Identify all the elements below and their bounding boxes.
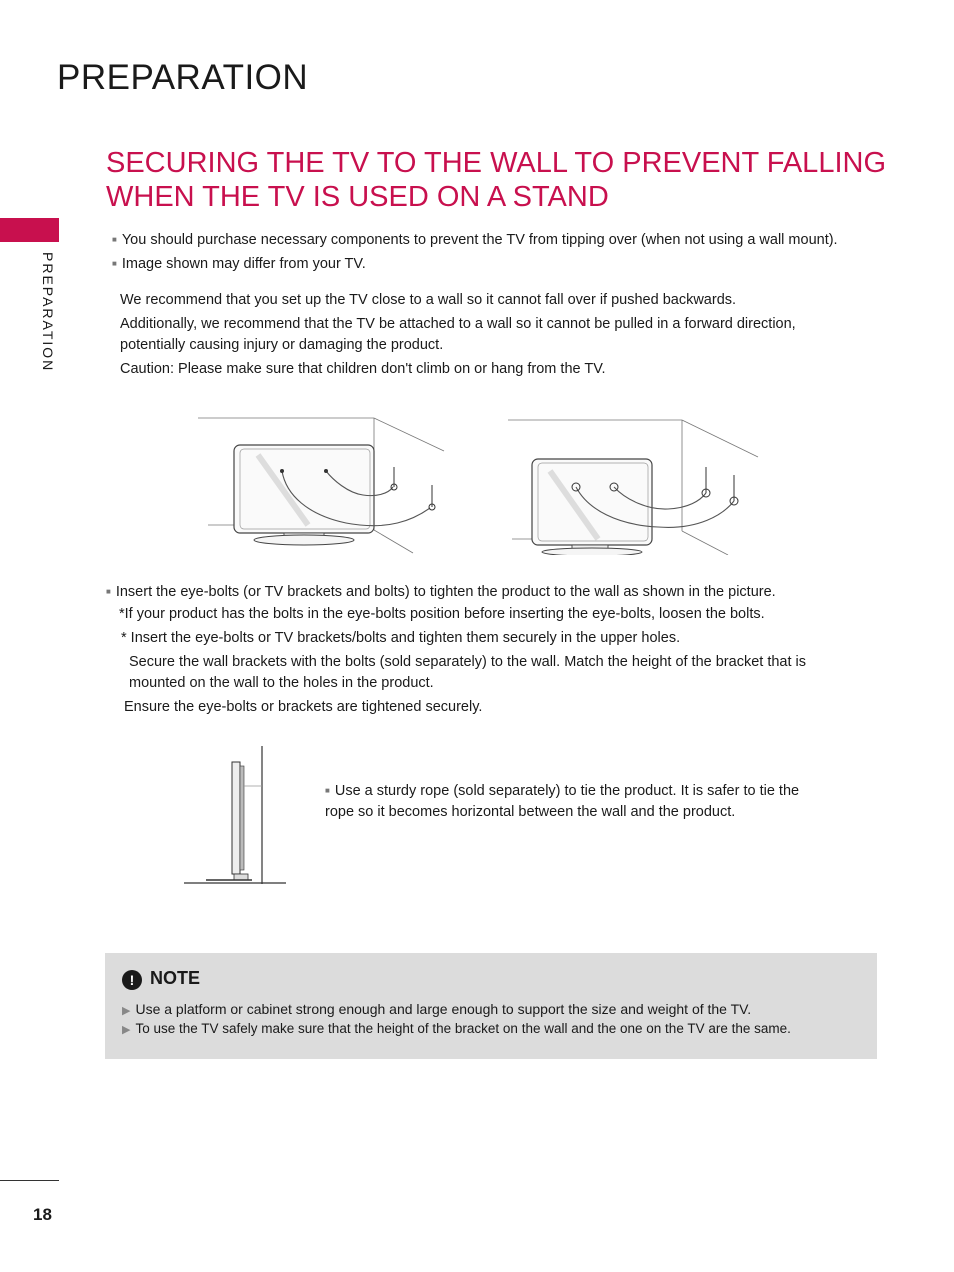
step-secure: Secure the wall brackets with the bolts (sold separately) to the wall. Match the height of the bracket that is mounted on the wall to the holes in the product. (129, 654, 807, 691)
footer-divider (0, 1180, 59, 1181)
tv-eyebolt-illustration-left (198, 415, 458, 555)
page-header-title: PREPARATION (57, 58, 309, 97)
step-note-1: *If your product has the bolts in the eye-bolts position before inserting the eye-bolts, loosen the bolts. (119, 606, 765, 622)
note-item-2-text: To use the TV safely make sure that the height of the bracket on the wall and the one on the TV are the same. (135, 1021, 791, 1036)
step-bullet: ■ Insert the eye-bolts (or TV brackets and bolts) to tighten the product to the wall as shown in the picture. (106, 580, 776, 604)
section-title-line-1: SECURING THE TV TO THE WALL TO PREVENT FALLING (106, 147, 886, 179)
intro-paragraph-3: Caution: Please make sure that children don't climb on or hang from the TV. (120, 361, 606, 377)
page-number: 18 (33, 1205, 52, 1224)
intro-paragraph-2: Additionally, we recommend that the TV be attached to a wall so it cannot be pulled in a forward direction, potentially causing injury or damaging the product. (120, 316, 796, 353)
exclamation-icon: ! (122, 970, 142, 990)
tv-rope-side-view-illustration (182, 742, 292, 887)
rope-instruction: ■ Use a sturdy rope (sold separately) to tie the product. It is safer to tie the rope so it becomes horizontal between the wall and the product. (325, 780, 825, 823)
step-note-2: * Insert the eye-bolts or TV brackets/bolts and tighten them securely in the upper holes. (121, 630, 681, 646)
section-title-line-2: WHEN THE TV IS USED ON A STAND (106, 181, 609, 213)
note-item-1 (122, 999, 751, 1021)
note-heading: NOTE (150, 968, 201, 988)
intro-bullet-1: ■ You should purchase necessary components to prevent the TV from tipping over (when not using a wall mount). (112, 228, 838, 252)
intro-bullet-2: ■ Image shown may differ from your TV. (112, 252, 366, 276)
section-title (106, 146, 906, 214)
triangle-right-icon: ▶ (122, 1024, 131, 1036)
side-tab-marker (0, 218, 59, 242)
note-item-1-text: Use a platform or cabinet strong enough and large enough to support the size and weight of the TV. (135, 1001, 752, 1017)
side-tab-label: PREPARATION (40, 252, 56, 373)
tv-bracket-illustration-right (508, 415, 768, 555)
note-item-2 (122, 1019, 791, 1040)
intro-paragraph-1: We recommend that you set up the TV close to a wall so it cannot fall over if pushed backwards. (120, 292, 737, 308)
step-ensure: Ensure the eye-bolts or brackets are tightened securely. (124, 699, 483, 715)
triangle-right-icon: ▶ (122, 1005, 131, 1017)
